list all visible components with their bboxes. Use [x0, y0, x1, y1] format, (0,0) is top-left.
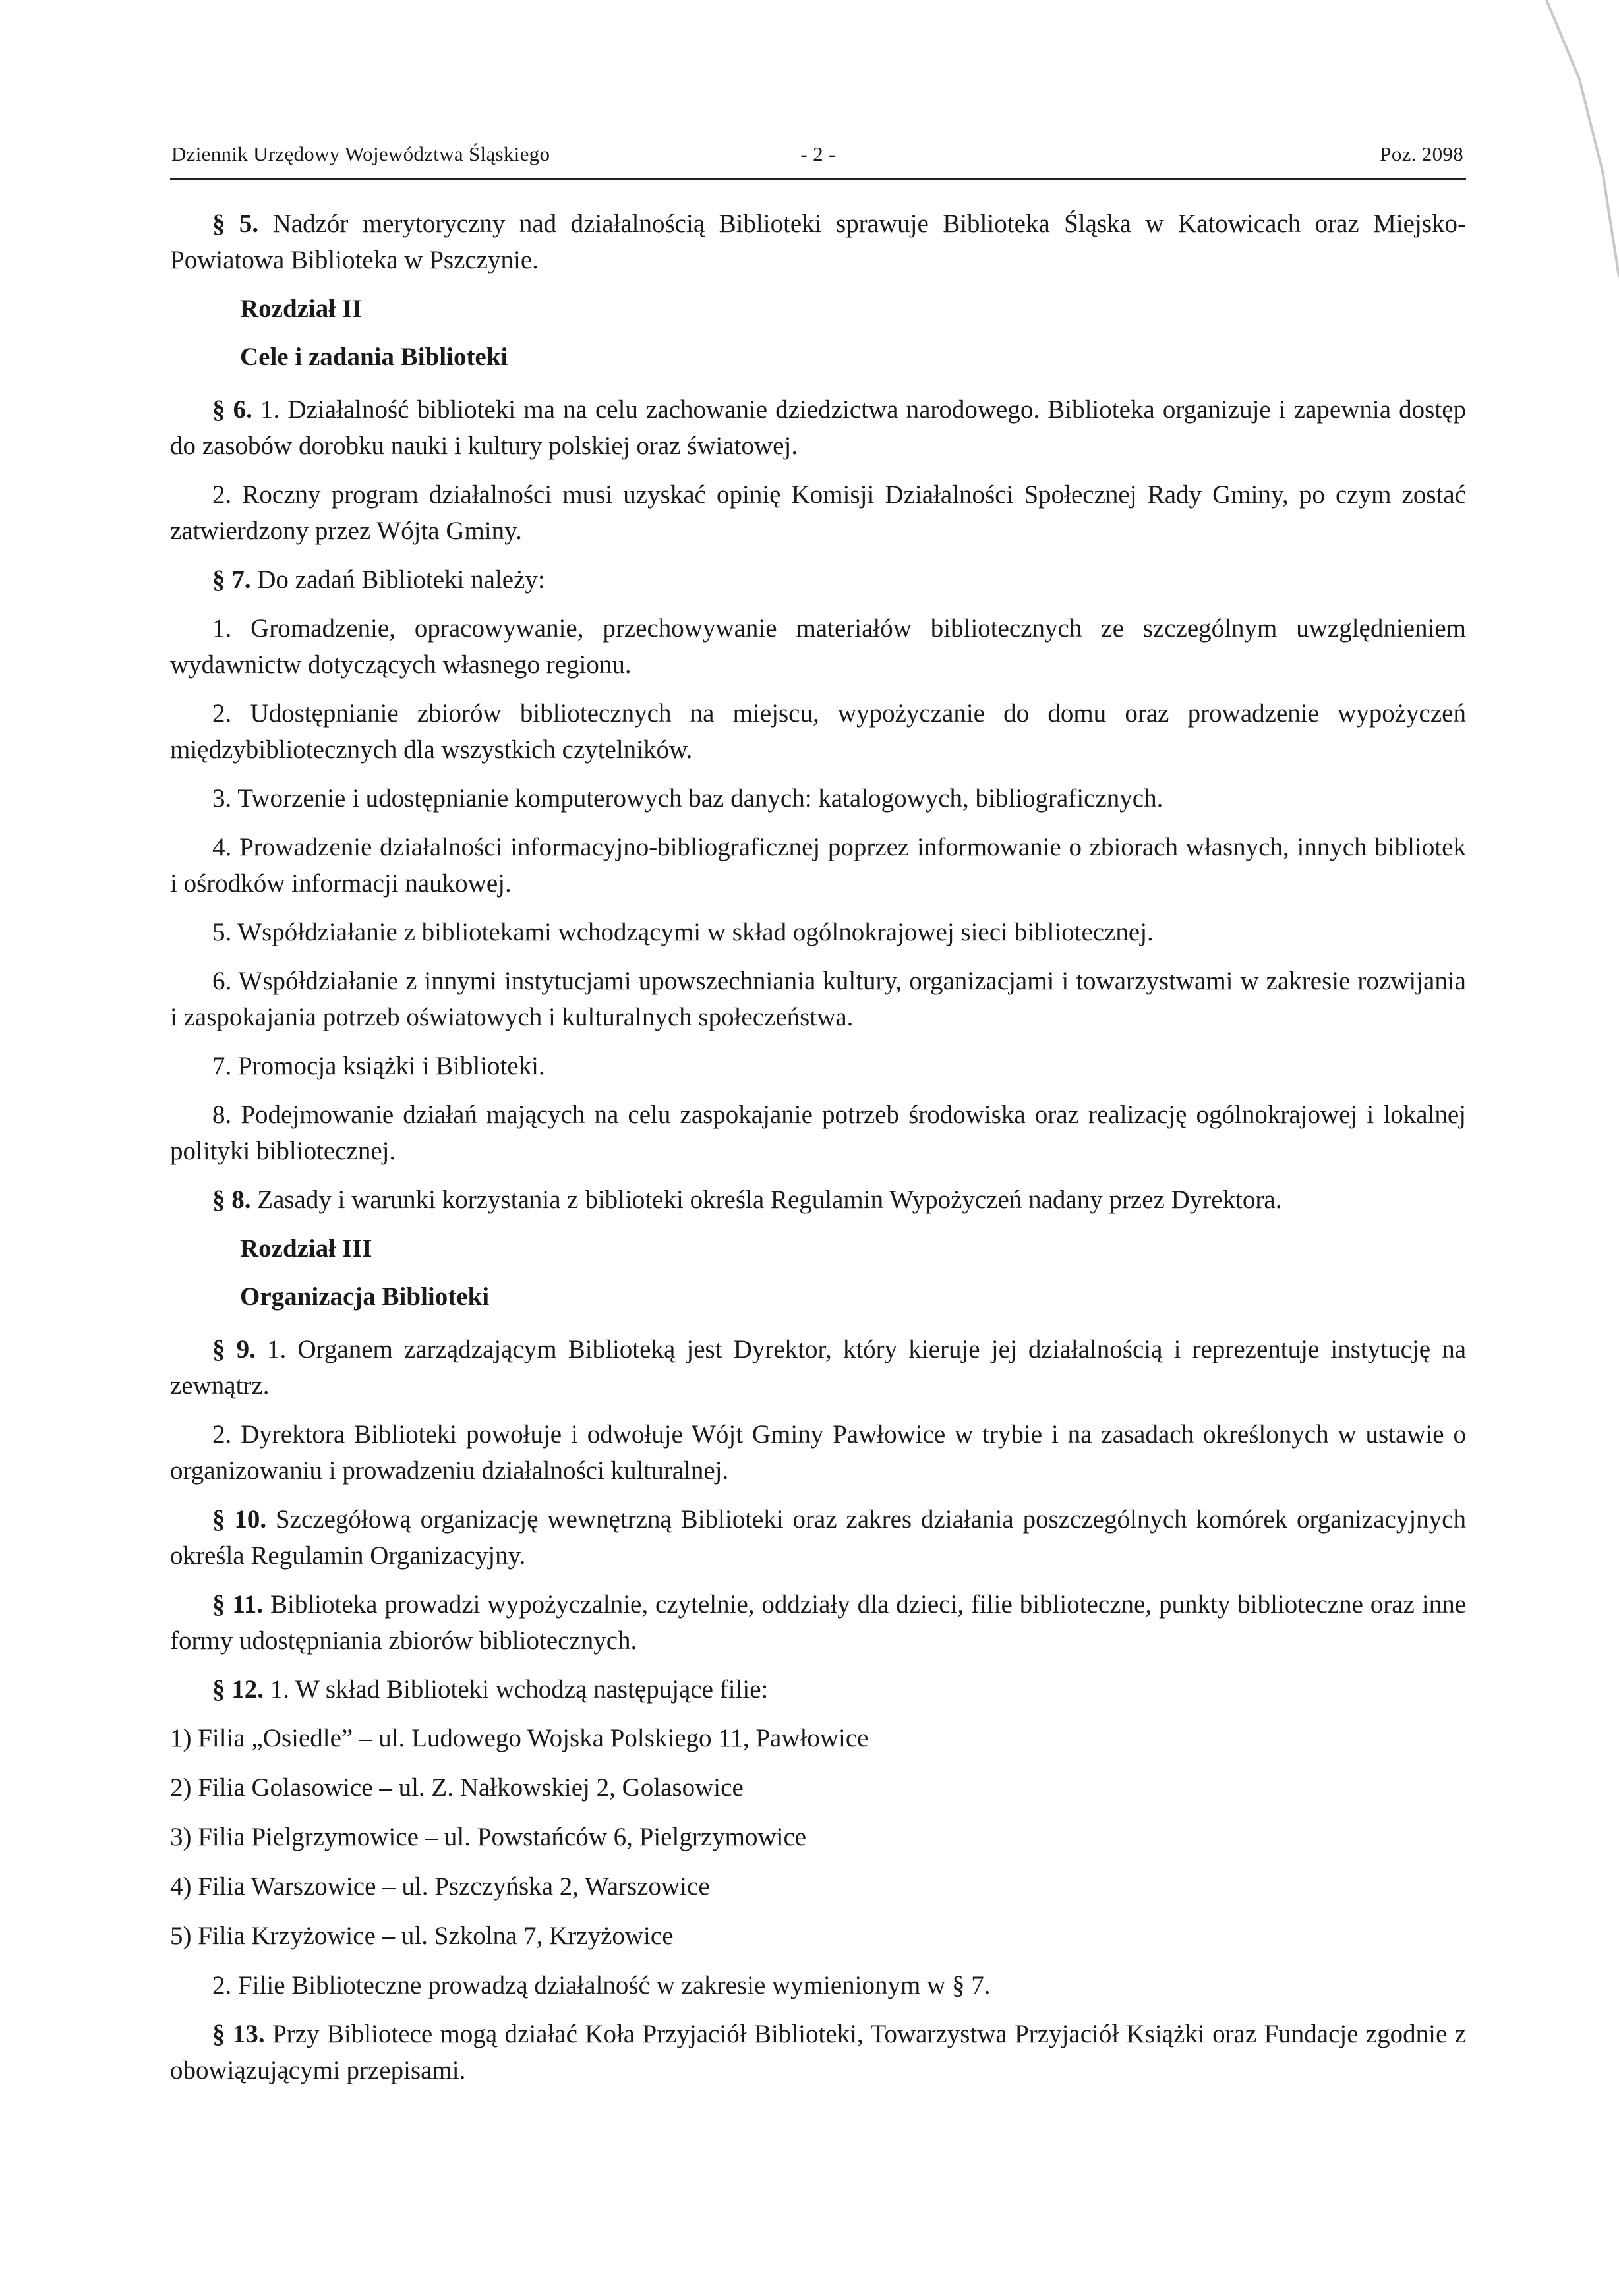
- paragraph-text: 3. Tworzenie i udostępnianie komputerowych baz danych: katalogowych, bibliograficznych.: [212, 784, 1163, 813]
- paragraph-text: 6. Współdziałanie z innymi instytucjami upowszechniania kultury, organizacjami i towarzystwami w zakresie rozwijania i zaspokajania potrzeb oświatowych i kulturalnych społeczeństwa.: [170, 967, 1466, 1031]
- paragraph: [170, 561, 1466, 598]
- paragraph: [170, 1097, 1466, 1169]
- paragraph: [170, 476, 1466, 549]
- paragraph: [170, 1331, 1466, 1404]
- paragraph: [170, 914, 1466, 950]
- paragraph-number: § 11.: [212, 1590, 264, 1619]
- paragraph-number: § 8.: [212, 1186, 251, 1214]
- paragraph-number: § 9.: [212, 1335, 256, 1363]
- paragraph-text: 7. Promocja książki i Biblioteki.: [212, 1052, 545, 1080]
- paragraph-number: § 12.: [212, 1675, 264, 1704]
- list-item: [170, 1868, 1466, 1905]
- chapter-heading: Rozdział II: [240, 295, 363, 323]
- paragraph: [170, 963, 1466, 1035]
- paragraph-text: 5. Współdziałanie z bibliotekami wchodzącymi w skład ogólnokrajowej sieci bibliotecznej.: [212, 918, 1154, 946]
- paragraph: [170, 1967, 1466, 2003]
- paragraph: [170, 780, 1466, 817]
- chapter-heading: Organizacja Biblioteki: [240, 1282, 490, 1311]
- list-item: [170, 1769, 1466, 1806]
- position-number: Poz. 2098: [1380, 142, 1463, 165]
- document-body: [170, 206, 1466, 2101]
- chapter-heading: Rozdział III: [240, 1234, 372, 1263]
- paragraph-text: Do zadań Biblioteki należy:: [250, 565, 545, 594]
- paragraph-text: 2) Filia Golasowice – ul. Z. Nałkowskiej 2, Golasowice: [170, 1773, 744, 1802]
- paragraph: [170, 391, 1466, 464]
- paragraph-text: 2. Dyrektora Biblioteki powołuje i odwołuje Wójt Gminy Pawłowice w trybie i na zasadach określonych w ustawie o organizowaniu i prowadzeniu działalności kulturalnej.: [170, 1420, 1466, 1485]
- paragraph-text: Nadzór merytoryczny nad działalnością Biblioteki sprawuje Biblioteka Śląska w Katowicach oraz Miejsko-Powiatowa Biblioteka w Pszczynie.: [170, 210, 1466, 274]
- paragraph-text: 4) Filia Warszowice – ul. Pszczyńska 2, Warszowice: [170, 1872, 710, 1901]
- paragraph-number: § 6.: [212, 395, 252, 424]
- page-header: [170, 132, 1466, 180]
- paragraph-number: § 10.: [212, 1505, 267, 1534]
- paragraph: [170, 2016, 1466, 2088]
- paragraph-text: 3) Filia Pielgrzymowice – ul. Powstańców 6, Pielgrzymowice: [170, 1823, 807, 1851]
- paragraph-text: Przy Bibliotece mogą działać Koła Przyjaciół Biblioteki, Towarzystwa Przyjaciół Książki oraz Fundacje zgodnie z obowiązującymi przepisami.: [170, 2020, 1467, 2084]
- paragraph: [170, 1048, 1466, 1084]
- list-item: [170, 1720, 1466, 1756]
- page-number: - 2 -: [800, 142, 836, 165]
- paragraph: [170, 695, 1466, 768]
- paragraph-text: 1. Organem zarządzającym Biblioteką jest Dyrektor, który kieruje jej działalnością i reprezentuje instytucję na zewnątrz.: [170, 1335, 1467, 1400]
- paragraph-number: § 5.: [212, 210, 259, 238]
- paragraph-text: Szczegółową organizację wewnętrzną Biblioteki oraz zakres działania poszczególnych komórek organizacyjnych określa Regulamin Organizacyjny.: [170, 1505, 1466, 1570]
- paragraph: [170, 1671, 1466, 1708]
- paragraph-text: Zasady i warunki korzystania z biblioteki określa Regulamin Wypożyczeń nadany przez Dyrektora.: [250, 1186, 1282, 1214]
- paragraph-number: § 7.: [212, 565, 251, 594]
- scan-edge-mark: [1540, 0, 1619, 277]
- paragraph-text: 2. Filie Biblioteczne prowadzą działalność w zakresie wymienionym w § 7.: [212, 1971, 991, 1999]
- list-item: [170, 1918, 1466, 1954]
- paragraph-text: 2. Udostępnianie zbiorów bibliotecznych na miejscu, wypożyczanie do domu oraz prowadzenie wypożyczeń międzybibliotecznych dla wszystkich czytelników.: [170, 699, 1466, 764]
- list-item: [170, 1819, 1466, 1855]
- paragraph-text: 1. Gromadzenie, opracowywanie, przechowywanie materiałów bibliotecznych ze szczególnym uwzględnieniem wydawnictw dotyczących własnego regionu.: [170, 614, 1466, 679]
- paragraph-text: 1) Filia „Osiedle” – ul. Ludowego Wojska Polskiego 11, Pawłowice: [170, 1724, 869, 1752]
- paragraph: [170, 1501, 1466, 1574]
- paragraph-text: 2. Roczny program działalności musi uzyskać opinię Komisji Działalności Społecznej Rady Gminy, po czym zostać zatwierdzony przez Wójta Gminy.: [170, 480, 1466, 545]
- paragraph-text: Biblioteka prowadzi wypożyczalnie, czytelnie, oddziały dla dzieci, filie biblioteczne, punkty biblioteczne oraz inne formy udostępniania zbiorów bibliotecznych.: [170, 1590, 1466, 1655]
- paragraph: [170, 206, 1466, 278]
- paragraph: [170, 1416, 1466, 1489]
- paragraph-text: 1. W skład Biblioteki wchodzą następujące filie:: [264, 1675, 769, 1704]
- paragraph: [170, 1182, 1466, 1218]
- paragraph-number: § 13.: [212, 2020, 265, 2048]
- paragraph: [170, 829, 1466, 902]
- paragraph-text: 4. Prowadzenie działalności informacyjno-bibliograficznej poprzez informowanie o zbiorach własnych, innych bibliotek i ośrodków informacji naukowej.: [170, 833, 1466, 898]
- paragraph: [170, 1586, 1466, 1659]
- paragraph-text: 5) Filia Krzyżowice – ul. Szkolna 7, Krzyżowice: [170, 1922, 674, 1950]
- journal-title: Dziennik Urzędowy Województwa Śląskiego: [171, 142, 550, 165]
- paragraph-text: 8. Podejmowanie działań mających na celu zaspokajanie potrzeb środowiska oraz realizację ogólnokrajowej i lokalnej polityki bibliotecznej.: [170, 1101, 1466, 1165]
- paragraph-text: 1. Działalność biblioteki ma na celu zachowanie dziedzictwa narodowego. Biblioteka organizuje i zapewnia dostęp do zasobów dorobku nauki i kultury polskiej oraz światowej.: [170, 395, 1467, 460]
- paragraph: [170, 610, 1466, 683]
- chapter-heading: Cele i zadania Biblioteki: [240, 343, 508, 371]
